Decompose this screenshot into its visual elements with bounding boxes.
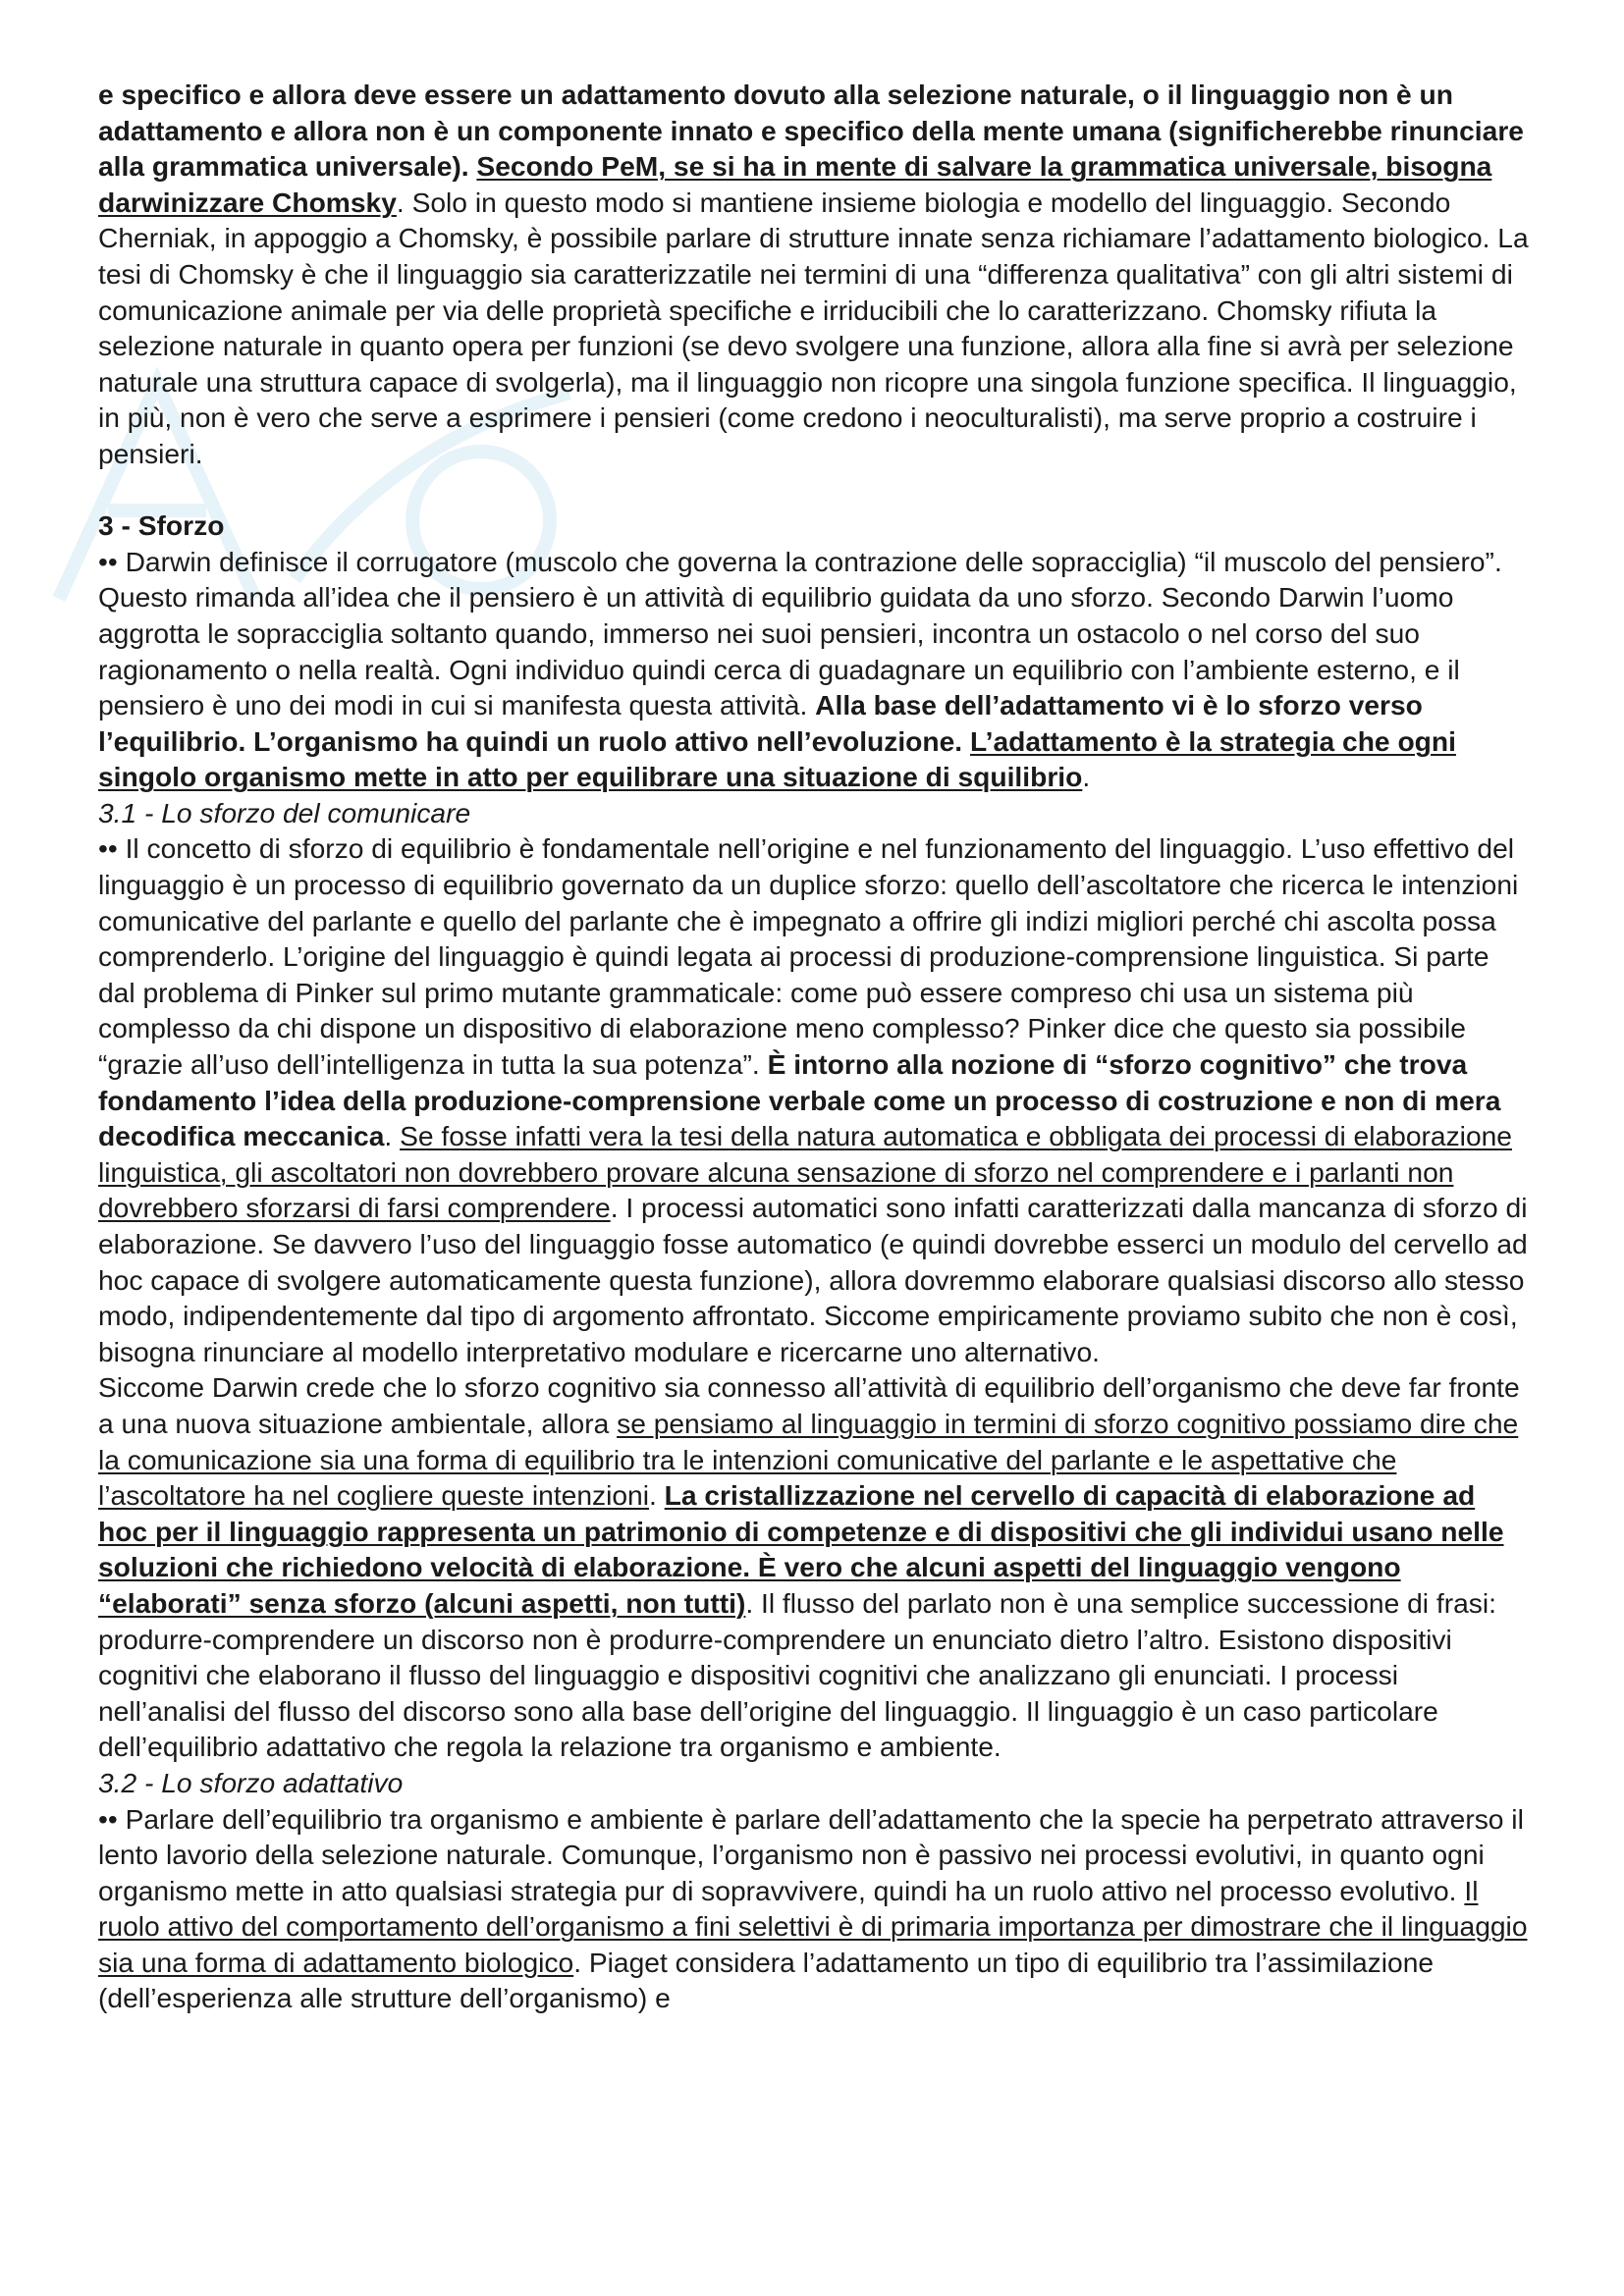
body-text: . I processi automatici sono infatti caratterizzati dalla mancanza di sforzo di elaborazione. Se davvero l’uso del linguaggio fosse automatico (e quindi dovrebbe esserci un modulo del cervello ad hoc capace di svolgere automaticamente questa funzione), allora dovremmo elaborare qualsiasi discorso allo stesso modo, indipendentemente dal tipo di argomento affrontato. Siccome empiricamente proviamo subito che non è così, bisogna rinunciare al modello interpretativo modulare e ricercarne uno alternativo. <box>98 1192 1528 1367</box>
bold-underlined-text: La cristallizzazione nel cervello di capacità di elaborazione ad hoc per il linguaggio rappresenta un patrimonio di competenze e di dispositivi che gli individui usano nelle soluzioni che richiedono velocità di elaborazione. È vero che alcuni aspetti del linguaggio vengono “elaborati” senza sforzo (alcuni aspetti, non tutti) <box>98 1479 1504 1619</box>
body-text: . Solo in questo modo si mantiene insieme biologia e modello del linguaggio. Secondo Cherniak, in appoggio a Chomsky, è possibile parlare di strutture innate senza richiamare l’adattamento biologico. La tesi di Chomsky è che il linguaggio sia caratterizzatile nei termini di una “differenza qualitativa” con gli altri sistemi di comunicazione animale per via delle proprietà specifiche e irriducibili che lo caratterizzano. Chomsky rifiuta la selezione naturale in quanto opera per funzioni (se devo svolgere una funzione, allora alla fine si avrà per selezione naturale una struttura capace di svolgerla), ma il linguaggio non ricopre una singola funzione specifica. Il linguaggio, in più, non è vero che serve a esprimere i pensieri (come credono i neoculturalisti), ma serve proprio a costruire i pensieri. <box>98 186 1529 469</box>
section-heading: 3 - Sforzo <box>98 509 225 542</box>
blank-line <box>98 472 1532 508</box>
paragraph-darwin-sforzo-cognitivo: Siccome Darwin crede che lo sforzo cognitivo sia connesso all’attività di equilibrio dell’organismo che deve far fronte a una nuova situazione ambientale, allora se pensiamo al linguaggio in termini di sforzo cognitivo possiamo dire che la comunicazione sia una forma di equilibrio tra le intenzioni comunicative del parlante e le aspettative che l’ascoltatore ha nel cogliere queste intenzioni. La cristallizzazione nel cervello di capacità di elaborazione ad hoc per il linguaggio rappresenta un patrimonio di competenze e di dispositivi che gli individui usano nelle soluzioni che richiedono velocità di elaborazione. È vero che alcuni aspetti del linguaggio vengono “elaborati” senza sforzo (alcuni aspetti, non tutti). Il flusso del parlato non è una semplice successione di frasi: produrre-comprendere un discorso non è produrre-comprendere un enunciato dietro l’altro. Esistono dispositivi cognitivi che elaborano il flusso del linguaggio e dispositivi cognitivi che analizzano gli enunciati. I processi nell’analisi del flusso del discorso sono alla base dell’origine del linguaggio. Il linguaggio è un caso particolare dell’equilibrio adattativo che regola la relazione tra organismo e ambiente. <box>98 1371 1520 1763</box>
bold-text: Alla base dell’adattamento vi è lo sforzo verso l’equilibrio. L’organismo ha quindi un ruolo attivo nell’evoluzione. <box>98 689 1423 757</box>
paragraph-sforzo: •• Darwin definisce il corrugatore (muscolo che governa la contrazione delle sopracciglia) “il muscolo del pensiero”. Questo rimanda all’idea che il pensiero è un attività di equilibrio guidata da uno sforzo. Secondo Darwin l’uomo aggrotta le sopracciglia soltanto quando, immerso nei suoi pensieri, incontra un ostacolo o nel corso del suo ragionamento o nella realtà. Ogni individuo quindi cerca di guadagnare un equilibrio con l’ambiente esterno, e il pensiero è uno dei modi in cui si manifesta questa attività. Alla base dell’adattamento vi è lo sforzo verso l’equilibrio. L’organismo ha quindi un ruolo attivo nell’evoluzione. L’adattamento è la strategia che ogni singolo organismo mette in atto per equilibrare una situazione di squilibrio. <box>98 545 1502 793</box>
bold-underlined-text: Secondo PeM, se si ha in mente di salvare la grammatica universale, bisogna darwinizzare Chomsky <box>98 150 1492 218</box>
underlined-text: Il ruolo attivo del comportamento dell’organismo a fini selettivi è di primaria importanza per dimostrare che il linguaggio sia una forma di adattamento biologico <box>98 1874 1528 1978</box>
subsection-heading: 3.2 - Lo sforzo adattativo <box>98 1766 404 1798</box>
body-text: •• Parlare dell’equilibrio tra organismo e ambiente è parlare dell’adattamento che la specie ha perpetrato attraverso il lento lavorio della selezione naturale. Comunque, l’organismo non è passivo nei processi evolutivi, in quanto ogni organismo mette in atto qualsiasi strategia pur di sopravvivere, quindi ha un ruolo attivo nel processo evolutivo. <box>98 1802 1524 1906</box>
underlined-text: se pensiamo al linguaggio in termini di sforzo cognitivo possiamo dire che la comunicazione sia una forma di equilibrio tra le intenzioni comunicative del parlante e le aspettative che l’ascoltatore ha nel cogliere queste intenzioni <box>98 1407 1519 1512</box>
bold-underlined-text: L’adattamento è la strategia che ogni singolo organismo mette in atto per equilibrare una situazione di squilibrio <box>98 724 1456 793</box>
body-text: Siccome Darwin crede che lo sforzo cognitivo sia connesso all’attività di equilibrio dell’organismo che deve far fronte a una nuova situazione ambientale, allora <box>98 1371 1520 1439</box>
subsection-heading: 3.1 - Lo sforzo del comunicare <box>98 796 471 828</box>
paragraph-sforzo-comunicare: •• Il concetto di sforzo di equilibrio è fondamentale nell’origine e nel funzionamento del linguaggio. L’uso effettivo del linguaggio è un processo di equilibrio governato da un duplice sforzo: quello dell’ascoltatore che ricerca le intenzioni comunicative del parlante e quello del parlante che è impegnato a offrire gli indizi migliori perché chi ascolta possa comprenderlo. L’origine del linguaggio è quindi legata ai processi di produzione-comprensione linguistica. Si parte dal problema di Pinker sul primo mutante grammaticale: come può essere compreso chi usa un sistema più complesso da chi dispone un dispositivo di elaborazione meno complesso? Pinker dice che questo sia possibile “grazie all’uso dell’intelligenza in tutta la sua potenza”. È intorno alla nozione di “sforzo cognitivo” che trova fondamento l’idea della produzione-comprensione verbale come un processo di costruzione e non di mera decodifica meccanica. Se fosse infatti vera la tesi della natura automatica e obbligata dei processi di elaborazione linguistica, gli ascoltatori non dovrebbero provare alcuna sensazione di sforzo nel comprendere e i parlanti non dovrebbero sforzarsi di farsi comprendere. I processi automatici sono infatti caratterizzati dalla mancanza di sforzo di elaborazione. Se davvero l’uso del linguaggio fosse automatico (e quindi dovrebbe esserci un modulo del cervello ad hoc capace di svolgere automaticamente questa funzione), allora dovremmo elaborare qualsiasi discorso allo stesso modo, indipendentemente dal tipo di argomento affrontato. Siccome empiricamente proviamo subito che non è così, bisogna rinunciare al modello interpretativo modulare e ricercarne uno alternativo. <box>98 832 1528 1367</box>
document-page <box>98 77 1532 2016</box>
bold-text: e specifico e allora deve essere un adattamento dovuto alla selezione naturale, o il linguaggio non è un adattamento e allora non è un componente innato e specifico della mente umana (significherebbe rinunciare alla grammatica universale). <box>98 79 1524 183</box>
bold-text: È intorno alla nozione di “sforzo cognitivo” che trova fondamento l’idea della produzione-comprensione verbale come un processo di costruzione e non di mera decodifica meccanica <box>98 1048 1501 1152</box>
paragraph-sforzo-adattativo <box>98 1801 1532 2017</box>
paragraph-chomsky <box>98 77 1532 472</box>
underlined-text: Se fosse infatti vera la tesi della natura automatica e obbligata dei processi di elaborazione linguistica, gli ascoltatori non dovrebbero provare alcuna sensazione di sforzo nel comprendere e i parlanti non dovrebbero sforzarsi di farsi comprendere <box>98 1120 1512 1224</box>
body-text: . Piaget considera l’adattamento un tipo di equilibrio tra l’assimilazione (dell’esperienza alle strutture dell’organismo) e <box>98 1946 1435 2014</box>
body-text: . Il flusso del parlato non è una semplice successione di frasi: produrre-comprendere un discorso non è produrre-comprendere un enunciato dietro l’altro. Esistono dispositivi cognitivi che elaborano il flusso del linguaggio e dispositivi cognitivi che analizzano gli enunciati. I processi nell’analisi del flusso del discorso sono alla base dell’origine del linguaggio. Il linguaggio è un caso particolare dell’equilibrio adattativo che regola la relazione tra organismo e ambiente. <box>98 1586 1496 1763</box>
body-text: •• Darwin definisce il corrugatore (muscolo che governa la contrazione delle sopracciglia) “il muscolo del pensiero”. Questo rimanda all’idea che il pensiero è un attività di equilibrio guidata da uno sforzo. Secondo Darwin l’uomo aggrotta le sopracciglia soltanto quando, immerso nei suoi pensieri, incontra un ostacolo o nel corso del suo ragionamento o nella realtà. Ogni individuo quindi cerca di guadagnare un equilibrio con l’ambiente esterno, e il pensiero è uno dei modi in cui si manifesta questa attività. <box>98 545 1502 721</box>
body-text: •• Il concetto di sforzo di equilibrio è fondamentale nell’origine e nel funzionamento del linguaggio. L’uso effettivo del linguaggio è un processo di equilibrio governato da un duplice sforzo: quello dell’ascoltatore che ricerca le intenzioni comunicative del parlante e quello del parlante che è impegnato a offrire gli indizi migliori perché chi ascolta possa comprenderlo. L’origine del linguaggio è quindi legata ai processi di produzione-comprensione linguistica. Si parte dal problema di Pinker sul primo mutante grammaticale: come può essere compreso chi usa un sistema più complesso da chi dispone un dispositivo di elaborazione meno complesso? Pinker dice che questo sia possibile “grazie all’uso dell’intelligenza in tutta la sua potenza”. <box>98 832 1519 1081</box>
